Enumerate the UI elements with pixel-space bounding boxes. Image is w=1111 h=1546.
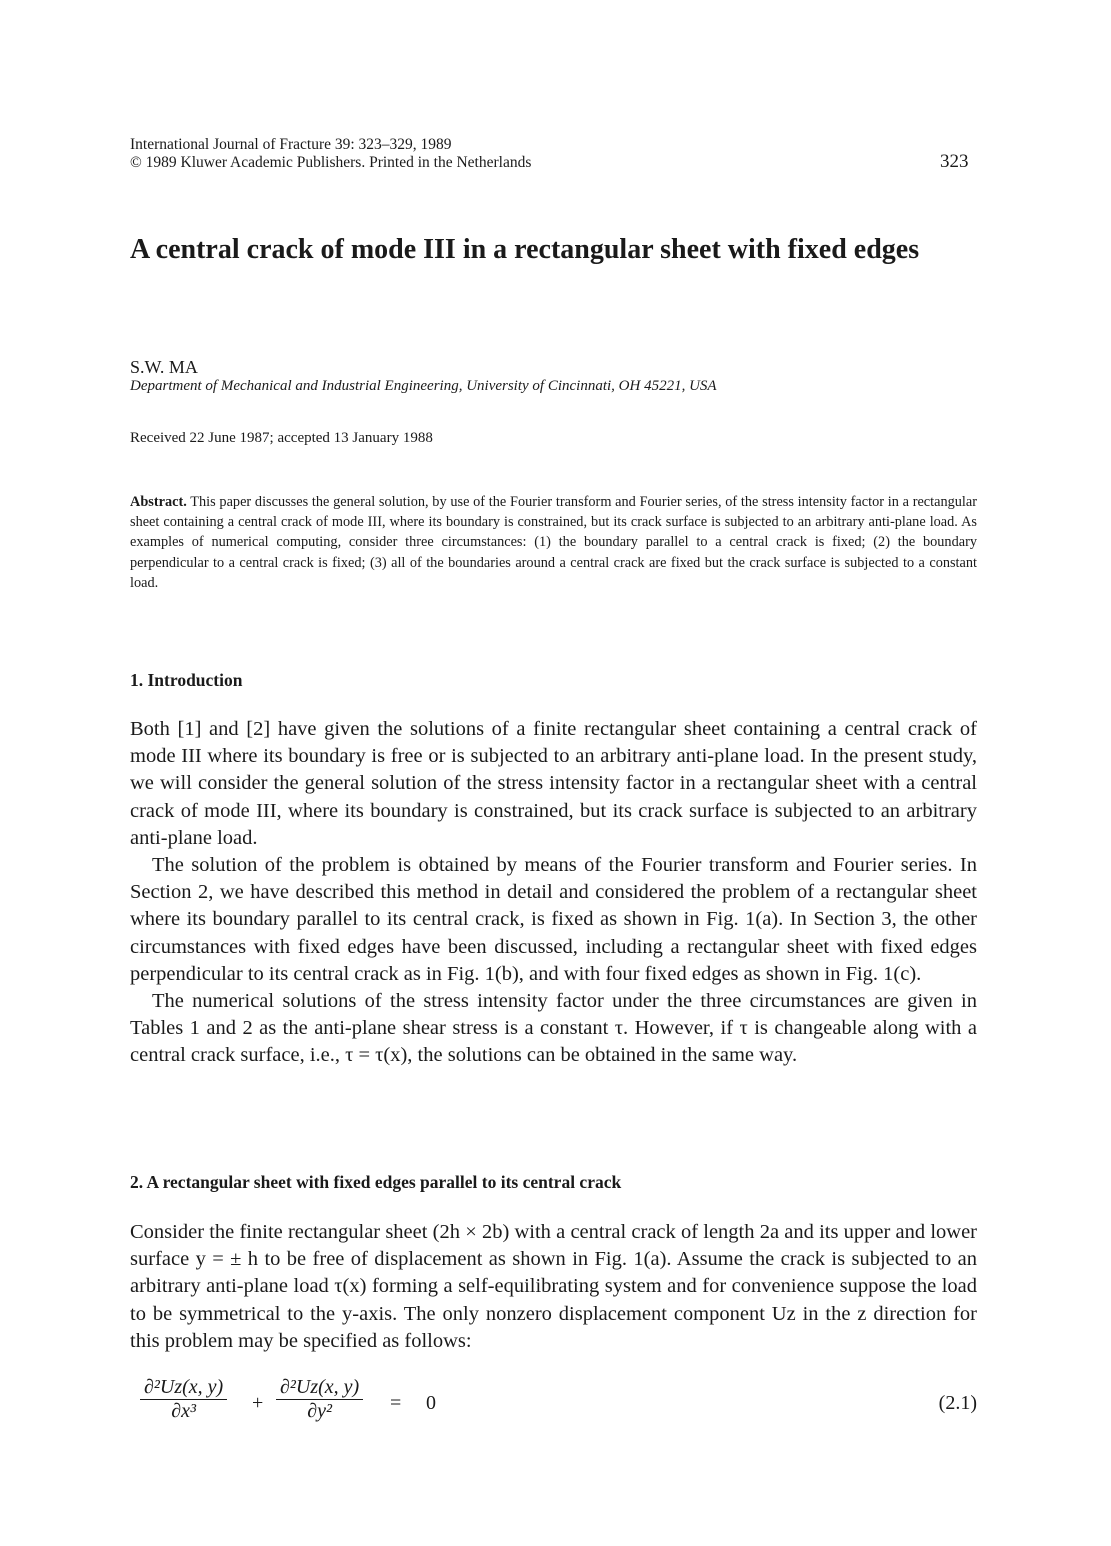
section-2-heading: 2. A rectangular sheet with fixed edges parallel to its central crack (130, 1172, 622, 1192)
author-name: S.W. MA (130, 357, 198, 377)
equation-2-1 (130, 1376, 977, 1436)
paper-title: A central crack of mode III in a rectangular sheet with fixed edges (130, 234, 920, 265)
section-2-body (130, 1219, 977, 1355)
term-2-numerator: ∂²Uz(x, y) (276, 1376, 363, 1400)
abstract (130, 492, 977, 593)
journal-line-2: © 1989 Kluwer Academic Publishers. Printed in the Netherlands (130, 154, 532, 171)
term-1-numerator: ∂²Uz(x, y) (140, 1376, 227, 1400)
term-2-denominator: ∂y² (307, 1400, 332, 1422)
intro-paragraph-1: Both [1] and [2] have given the solutions of a finite rectangular sheet containing a central crack of mode III where its boundary is free or is subjected to an arbitrary anti-plane load. In the present study, we will consider the general solution of the stress intensity factor in a rectangular sheet with a central crack of mode III, where its boundary is constrained, but its crack surface is subjected to an arbitrary anti-plane load. (130, 718, 977, 849)
abstract-label: Abstract. (130, 494, 187, 510)
section-1-heading: 1. Introduction (130, 670, 243, 690)
received-dates: Received 22 June 1987; accepted 13 January 1988 (130, 430, 433, 446)
term-1-denominator: ∂x³ (171, 1400, 196, 1422)
page-number: 323 (940, 151, 969, 172)
equation-term-1 (140, 1376, 227, 1423)
section-1-body (130, 716, 977, 1070)
equation-plus: + (252, 1392, 264, 1414)
intro-paragraph-2: The solution of the problem is obtained by means of the Fourier transform and Fourier series. In Section 2, we have described this method in detail and considered the problem of a rectangular sheet where its boundary parallel to its central crack, is fixed as shown in Fig. 1(a). In Section 3, the other circumstances with fixed edges have been discussed, including a rectangular sheet with fixed edges perpendicular to its central crack as in Fig. 1(b), and with four fixed edges as shown in Fig. 1(c). (130, 854, 977, 985)
equation-term-2 (276, 1376, 363, 1423)
equation-equals: = (390, 1392, 402, 1414)
intro-paragraph-3: The numerical solutions of the stress intensity factor under the three circumstances are given in Tables 1 and 2 as the anti-plane shear stress is a constant τ. However, if τ is changeable along with a central crack surface, i.e., τ = τ(x), the solutions can be obtained in the same way. (130, 990, 977, 1067)
equation-rhs: 0 (426, 1392, 436, 1414)
section-2-paragraph: Consider the finite rectangular sheet (2h × 2b) with a central crack of length 2a and its upper and lower surface y = ± h to be free of displacement as shown in Fig. 1(a). Assume the crack is subjected to an arbitrary anti-plane load τ(x) forming a self-equilibrating system and for convenience suppose the load to be symmetrical to the y-axis. The only nonzero displacement component Uz in the z direction for this problem may be specified as follows: (130, 1221, 977, 1352)
journal-citation (130, 136, 531, 172)
journal-line-1: International Journal of Fracture 39: 323–329, 1989 (130, 136, 452, 153)
author-affiliation: Department of Mechanical and Industrial Engineering, University of Cincinnati, OH 45221, USA (130, 378, 717, 394)
abstract-text: This paper discusses the general solution, by use of the Fourier transform and Fourier series, of the stress intensity factor in a rectangular sheet containing a central crack of mode III, where its boundary is constrained, but its crack surface is subjected to an arbitrary anti-plane load. As examples of numerical computing, consider three circumstances: (1) the boundary parallel to a central crack is fixed; (2) the boundary perpendicular to a central crack is fixed; (3) all of the boundaries around a central crack are fixed but the crack surface is subjected to a constant load. (130, 494, 977, 591)
equation-number: (2.1) (938, 1392, 977, 1414)
